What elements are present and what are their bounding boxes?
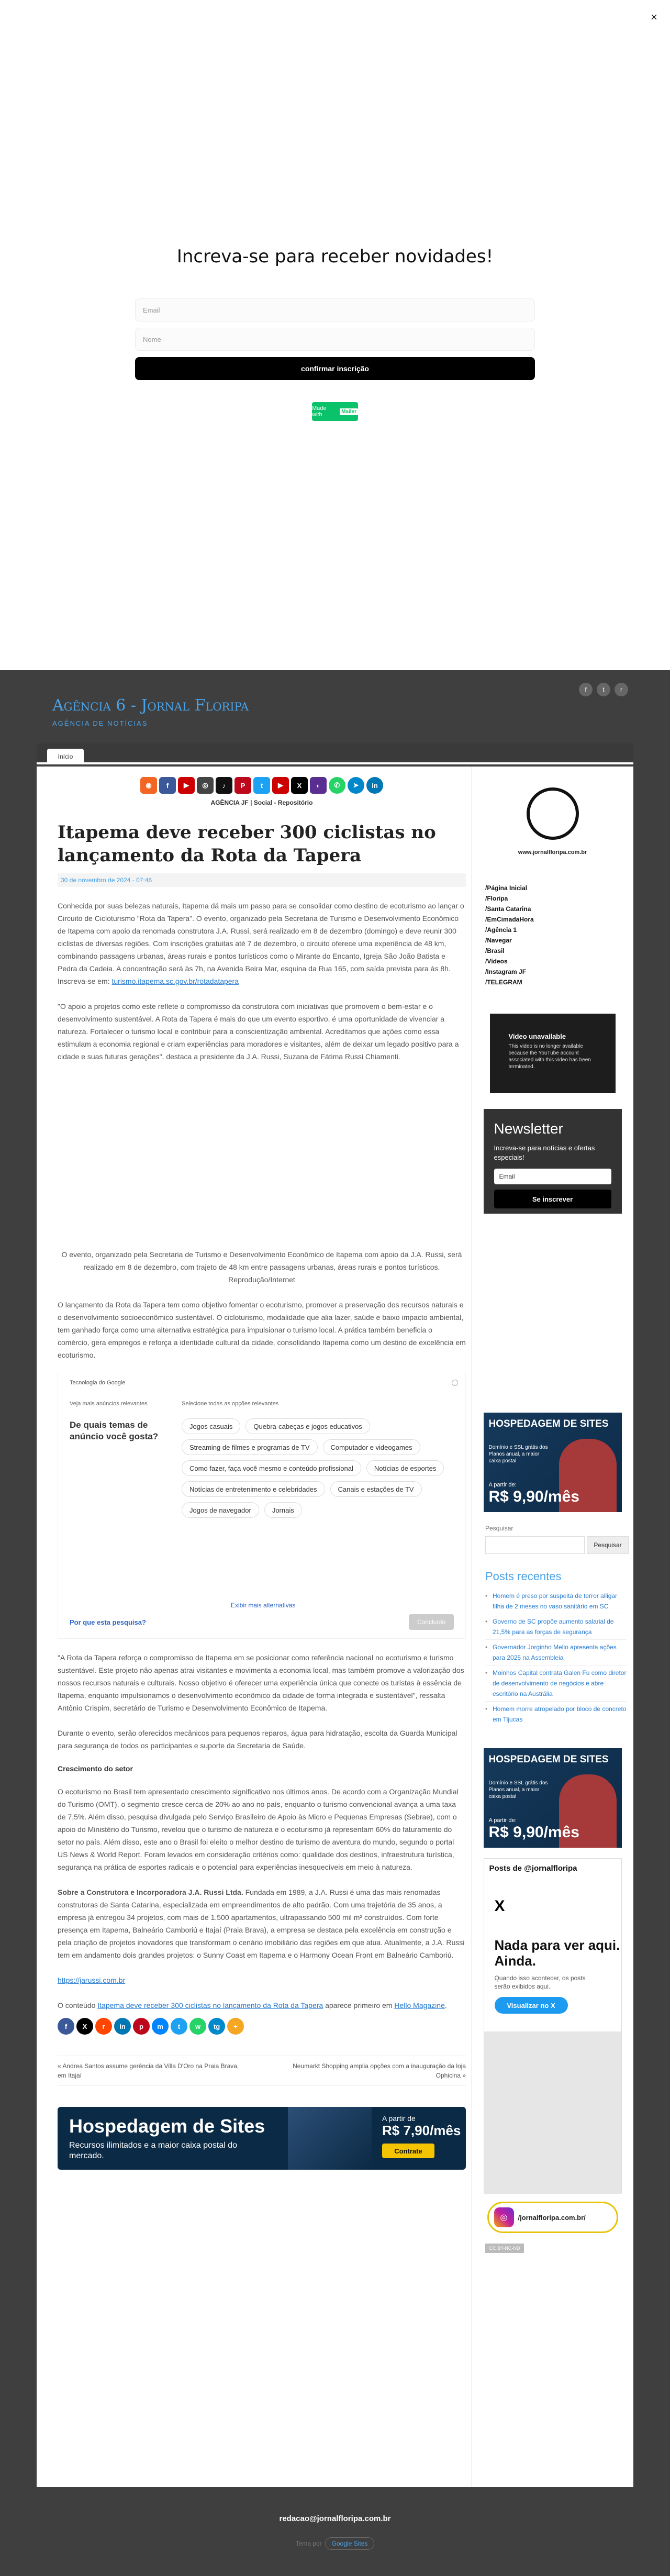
company-heading: Sobre a Construtora e Incorporadora J.A. Russi Ltda. (58, 1888, 243, 1896)
footer-email[interactable]: redacao@jornalfloripa.com.br (279, 2514, 391, 2523)
survey-q-label: Veja mais anúncios relevantes (70, 1401, 148, 1407)
survey-option[interactable]: Canais e estações de TV (330, 1481, 422, 1497)
newsletter-subscribe-button[interactable]: Se inscrever (494, 1190, 611, 1208)
search-label: Pesquisar (485, 1525, 513, 1532)
newsletter-heading: Newsletter (494, 1120, 563, 1137)
name-field[interactable]: Nome (135, 328, 535, 351)
hosting-ad-desc: Domínio e SSL grátis dos Planos anual, a maior caixa postal (488, 1780, 548, 1800)
reddit-icon[interactable]: r (95, 2018, 112, 2035)
recent-post-link[interactable]: • Governo de SC propõe aumento salarial de 21,5% para as forças de segurança (485, 1614, 627, 1640)
sidebar-link[interactable]: /Vídeos (485, 958, 508, 965)
sidebar-link[interactable]: /Santa Catarina (485, 905, 531, 913)
confirm-subscription-button[interactable]: confirmar inscrição (135, 357, 535, 380)
hosting-ad[interactable] (484, 1413, 622, 1512)
newsletter-email-input[interactable]: Email (494, 1169, 611, 1184)
hosting-ad-price-value: R$ 9,90/mês (488, 1824, 579, 1841)
survey-option[interactable]: Notícias de esportes (366, 1460, 444, 1476)
paragraph: "O apoio a projetos como este reflete o compromisso da construtora com iniciativas que promovem o bem-estar e o desenvolvimento sustentável. A Rota da Tapera é mais do que um evento esportivo, é uma oportunidade de vivenciar a natureza. Fortalecer o turismo local e contribuir para a conscientização ambiental. Acreditamos que ações como essa estimulam a economia regional e criam experiências para moradores e visitantes, além de deixar um legado positivo para a cidade e suas futuras gerações", destaca a presidente da J.A. Russi, Suzana de Fátima Russi Chiamenti. (58, 1002, 459, 1061)
survey-question: De quais temas de anúncio você gosta? (70, 1420, 159, 1441)
recent-post-link[interactable]: • Moinhos Capital contrata Galen Fu como diretor de desenvolvimento de negócios e abre escritório na Austrália (485, 1665, 627, 1702)
survey-option[interactable]: Quebra-cabeças e jogos educativos (245, 1418, 370, 1434)
paragraph (58, 900, 466, 987)
hosting-ad-price (489, 1482, 579, 1506)
header-social (579, 683, 628, 696)
source-note: O conteúdo Itapema deve receber 300 ciclistas no lançamento da Rota da Tapera aparece primeiro em Hello Magazine. (58, 2001, 447, 2009)
tab-inicio[interactable]: Início (47, 749, 84, 764)
youtube-icon[interactable]: ▶ (178, 777, 195, 794)
telegram-icon[interactable]: tg (208, 2018, 225, 2035)
recent-post-link[interactable]: • Governador Jorginho Mello apresenta ações para 2025 na Assembleia (485, 1640, 627, 1665)
paragraph-text: Fundada em 1989, a J.A. Russi é uma das mais renomadas construtoras de Santa Catarina, especializada em empreendimentos de alto padrão. Com uma trajetória de 35 anos, a empresa já entregou 34 projetos, com mais de 1.500 apartamentos, ultrapassando 500 mil m² construídos. Com forte presença em Itapema, Balneário Camboriú e Itajaí (Praia Brava), a empresa se destaca pela excelência em construção e pela criação de projetos inovadores que transformam o cenário imobiliário das regiões em que atua. Atualmente, a J.A. Russi tem em andamento dois grandes projetos: o Sunny Coast em Itapema e o Harmony Ocean Front em Balneário Camboriú. (58, 1888, 465, 1959)
post-credit: AGÊNCIA JF | Social - Repositório (210, 799, 313, 806)
survey-option[interactable]: Como fazer, faça você mesmo e conteúdo profissional (182, 1460, 361, 1476)
mailer-badge-made: Made with (312, 405, 327, 418)
twitter-empty-title: Nada para ver aqui. Ainda. (494, 1937, 620, 1969)
instagram-link[interactable] (487, 2202, 618, 2233)
hosting-ad-2[interactable] (484, 1748, 622, 1848)
survey-option[interactable]: Jogos de navegador (182, 1502, 259, 1518)
survey-option[interactable]: Jornais (264, 1502, 302, 1518)
sidebar-link[interactable]: /TELEGRAM (485, 979, 522, 986)
view-on-x-button[interactable]: Visualizar no X (495, 1997, 568, 2014)
hosting-banner-ad[interactable] (58, 2107, 466, 2170)
jornal-floripa-logo[interactable] (506, 782, 600, 876)
paragraph: O ecoturismo no Brasil tem apresentado crescimento significativo nos últimos anos. De acordo com a Organização Mundial do Turismo (OMT), o segmento cresce cerca de 20% ao ano no país, enquanto o turismo convencional avança a uma taxa de 7,5%. Além disso, pesquisa divulgada pelo Serviço Brasileiro de Apoio às Micro e Pequenas Empresas (Sebrae), com o apoio do Ministério do Turismo, revelou que o turismo de natureza e o ecoturismo já representam 60% do faturamento do setor no país. Além disso, este ano o Brasil foi eleito o melhor destino de turismo de aventura do mundo, segundo o portal US News & World Report. Foram levados em consideração critérios como: qualidade dos destinos, infraestrutura turística, segurança na prática de esportes radicais e o potencial para experiências inesquecíveis em meio à natureza. (58, 1787, 459, 1871)
recent-posts-heading: Posts recentes (485, 1570, 562, 1583)
tiktok-icon[interactable]: ♪ (216, 777, 232, 794)
site-title[interactable]: Agência 6 - Jornal Floripa (52, 696, 249, 715)
banner-cta-button[interactable]: Contrate (382, 2144, 434, 2158)
twitter-embed (484, 1858, 622, 2193)
logo-circle (527, 787, 579, 840)
survey-brand: Tecnologia do Google (70, 1380, 126, 1386)
source-link[interactable]: Hello Magazine (394, 2001, 445, 2009)
footer-theme-pre: Tema por (295, 2540, 322, 2547)
x-icon[interactable]: X (76, 2018, 93, 2035)
newsletter-overlay (0, 0, 670, 670)
x-icon[interactable]: X (291, 777, 308, 794)
sidebar-link[interactable]: /EmCimadaHora (485, 916, 534, 923)
x-logo-icon: X (494, 1897, 505, 1915)
ad-space (472, 1214, 633, 1413)
sidebar-newsletter (484, 1109, 622, 1214)
image-caption: O evento, organizado pela Secretaria de Turismo e Desenvolvimento Econômico de Itapema com apoio da J.A. Russi, será realizado em 8 de dezembro, com trajeto de 48 km entre passagens urbanas, áreas rurais e pontos turísticos. Reprodução/Internet (61, 1250, 462, 1284)
article (58, 777, 466, 2170)
logo-caption: www.jornalfloripa.com.br (518, 849, 587, 856)
navbar (37, 743, 633, 764)
survey-options (182, 1418, 454, 1518)
linkedin-icon[interactable]: in (114, 2018, 131, 2035)
source-text: aparece primeiro em (325, 2001, 393, 2009)
site-subtitle: AGÊNCIA DE NOTÍCIAS (52, 719, 148, 727)
newsletter-form (135, 298, 535, 380)
hosting-ad-price-pre: A partir de: (488, 1817, 517, 1824)
license-badge[interactable]: CC BY-NC-ND (485, 2244, 524, 2253)
survey-opt-label: Selecione todas as opções relevantes (182, 1401, 279, 1407)
close-icon[interactable]: × (651, 10, 657, 24)
video-unavailable-desc: This video is no longer available because the YouTube account associated with this video has been terminated. (508, 1043, 591, 1070)
newsletter-title: Increva-se para receber novidades! (176, 246, 494, 267)
hosting-ad-title: HOSPEDAGEM DE SITES (488, 1418, 609, 1429)
whatsapp-icon[interactable]: ✆ (329, 777, 345, 794)
next-post-link[interactable]: Neumarkt Shopping amplia opções com a inauguração da loja Ophicina » (293, 2062, 466, 2079)
site (0, 670, 670, 2576)
banner-title: Hospedagem de Sites (69, 2115, 265, 2137)
content-wrapper (37, 767, 633, 2487)
whatsapp-icon[interactable]: w (189, 2018, 206, 2035)
info-icon[interactable] (452, 1380, 458, 1386)
paragraph-text: Conhecida por suas belezas naturais, Itapema dá mais um passo para se consolidar como destino de ecoturismo ao lançar o Circuito de Cicloturismo "Rota da Tapera". O evento, organizado pela Secretaria de Turismo e Desenvolvimento Econômico de Itapema com apoio da renomada construtora J.A. Russi, será realizado em 8 de dezembro (domingo) e deve reunir 300 ciclistas de diversas regiões. Com inscrições gratuitas até 7 de dezembro, o circuito oferece uma experiência de 48 km, combinando passagens urbanas, áreas rurais e pontos turísticos como o Mirante do Encanto, Igreja São João Batista e Pedra da Cadeia. A concentração será às 7h, na Avenida Beira Mar, esquina da Rua 165, com saída prevista para às 8h. Inscreva-se em: (58, 902, 464, 985)
facebook-icon[interactable]: f (579, 683, 593, 696)
paragraph: "A Rota da Tapera reforça o compromisso de Itapema em se posicionar como referência nacional no ecoturismo e turismo sustentável. Este projeto não apenas atrai visitantes e movimenta a economia local, mas também promove a valorização dos nossos recursos naturais e culturais. Nosso objetivo é oferecer uma experiência única que conecte os turistas à essência de Itapema, enquanto impulsionamos o desenvolvimento econômico da cidade de forma integrada e sustentável", ressalta Antônio Crispim, secretário de Turismo e Desenvolvimento Econômico de Itapema. (58, 1653, 464, 1712)
post-navigation (58, 2056, 466, 2086)
recent-posts-list (485, 1589, 627, 1727)
company-link[interactable]: https://jarussi.com.br (58, 1976, 126, 1984)
share-icons-bottom (58, 2018, 466, 2035)
post-link[interactable]: Itapema deve receber 300 ciclistas no lançamento da Rota da Tapera (97, 2001, 323, 2009)
sidebar-link[interactable]: /Navegar (485, 937, 512, 944)
recent-post-link[interactable]: • Homem morre atropelado por bloco de concreto em Tijucas (485, 1702, 627, 1727)
sidebar-links (485, 883, 633, 987)
podcast-icon[interactable]: ◐ (310, 777, 327, 794)
hosting-ad-price-pre: A partir de: (488, 1482, 517, 1488)
post-title: Itapema deve receber 300 ciclistas no lançamento da Rota da Tapera (58, 822, 436, 866)
paragraph: O lançamento da Rota da Tapera tem como objetivo fomentar o ecoturismo, promover a preservação dos recursos naturais e o desenvolvimento socioeconômico sustentável. O cicloturismo, modalidade que alia lazer, saúde e baixo impacto ambiental, tem ganhado força como uma alternativa estratégica para impulsionar o turismo local. A prática também beneficia o comércio, gera empregos e reforça a identidade cultural da cidade, consolidando Itapema como um destino de excelência em ecoturismo. (58, 1301, 466, 1359)
recent-post-link[interactable]: • Homem é preso por suspeita de terror alligar filha de 2 meses no vaso sanitário em SC (485, 1589, 627, 1614)
share-icons-top (58, 777, 466, 794)
post-date: 30 de novembro de 2024 - 07:46 (58, 873, 466, 887)
paragraph: Durante o evento, serão oferecidos mecânicos para pequenos reparos, água para hidratação, escolta da Guarda Municipal para segurança de todos os participantes e suporte da Secretaria de Saúde. (58, 1729, 457, 1750)
share-more-icon[interactable]: + (227, 2018, 244, 2035)
survey-done-button[interactable]: Concluído (409, 1614, 454, 1630)
twitter-embed-title: Posts de @jornalfloripa (489, 1864, 577, 1873)
banner-person-image (288, 2107, 372, 2170)
pinterest-icon[interactable]: P (234, 777, 251, 794)
theme-link[interactable]: Google Sites (325, 2537, 375, 2550)
survey-why-link[interactable]: Por que esta pesquisa? (70, 1618, 146, 1626)
twitter-empty-desc: Quando isso acontecer, os posts serão exibidos aqui. (494, 1974, 586, 1990)
hosting-ad-price-value: R$ 9,90/mês (488, 1488, 579, 1505)
ad-space (58, 1079, 466, 1236)
twitter-placeholder (484, 2031, 621, 2194)
hosting-ad-title: HOSPEDAGEM DE SITES (488, 1754, 609, 1765)
twitter-icon[interactable]: t (597, 683, 610, 696)
paragraph (58, 1886, 466, 1961)
search-form (485, 1536, 633, 1554)
mailer-badge-brand: Mailer (340, 408, 358, 415)
mailer-badge[interactable] (312, 402, 358, 421)
survey-option[interactable]: Computador e videogames (323, 1439, 420, 1455)
twitter-icon[interactable]: t (253, 777, 270, 794)
hosting-ad-price (489, 1817, 579, 1841)
survey-option[interactable]: Streaming de filmes e programas de TV (182, 1439, 318, 1455)
video-unavailable-title: Video unavailable (508, 1032, 566, 1040)
banner-subtitle: Recursos ilimitados e a maior caixa postal do mercado. (69, 2141, 238, 2160)
search-input[interactable] (485, 1536, 585, 1554)
facebook-icon[interactable]: f (159, 777, 176, 794)
youtube-icon-2[interactable]: ▶ (272, 777, 289, 794)
ad-survey (58, 1372, 466, 1639)
sidebar-link[interactable]: /Brasil (485, 947, 505, 954)
survey-option[interactable]: Notícias de entretenimento e celebridades (182, 1481, 325, 1497)
pinterest-icon[interactable]: p (133, 2018, 150, 2035)
prev-post-link[interactable]: « Andrea Santos assume gerência da Villa D'Oro na Praia Brava, em Itajaí (58, 2062, 239, 2079)
section-heading: Crescimento do setor (58, 1764, 133, 1773)
survey-expand[interactable]: Exibir mais alternativas (231, 1602, 296, 1609)
newsletter-desc: Increva-se para notícias e ofertas especiais! (494, 1144, 595, 1161)
survey-option[interactable]: Jogos casuais (182, 1418, 240, 1434)
linkedin-icon[interactable]: in (366, 777, 383, 794)
hosting-ad-desc: Domínio e SSL grátis dos Planos anual, a maior caixa postal (488, 1445, 548, 1464)
paragraph (58, 1974, 466, 1986)
banner-price (382, 2114, 461, 2139)
messenger-icon[interactable]: m (152, 2018, 169, 2035)
tumblr-icon[interactable]: t (171, 2018, 187, 2035)
banner-price-pre: A partir de (382, 2114, 416, 2123)
instagram-icon[interactable]: ◎ (197, 777, 214, 794)
source-text: O conteúdo (58, 2001, 96, 2009)
telegram-icon[interactable]: ➤ (348, 777, 364, 794)
rss-icon[interactable]: ◉ (140, 777, 157, 794)
sidebar-link[interactable]: /Instagram JF (485, 968, 527, 975)
sidebar-link[interactable]: /Floripa (485, 895, 508, 902)
sidebar-link[interactable]: /Agência 1 (485, 926, 517, 934)
footer-theme (0, 2537, 670, 2550)
instagram-icon: ◎ (494, 2207, 514, 2227)
search-button[interactable]: Pesquisar (587, 1536, 629, 1554)
sidebar-link[interactable]: /Página Inicial (485, 884, 528, 892)
facebook-icon[interactable]: f (58, 2018, 74, 2035)
video-embed[interactable] (490, 1014, 616, 1093)
instagram-handle: /jornalfloripa.com.br/ (518, 2213, 586, 2222)
sidebar (471, 767, 633, 2487)
email-field[interactable]: Email (135, 298, 535, 321)
inscription-link[interactable]: turismo.itapema.sc.gov.br/rotadatapera (111, 977, 239, 985)
rss-icon[interactable]: r (615, 683, 628, 696)
banner-price-value: R$ 7,90/mês (382, 2123, 461, 2138)
